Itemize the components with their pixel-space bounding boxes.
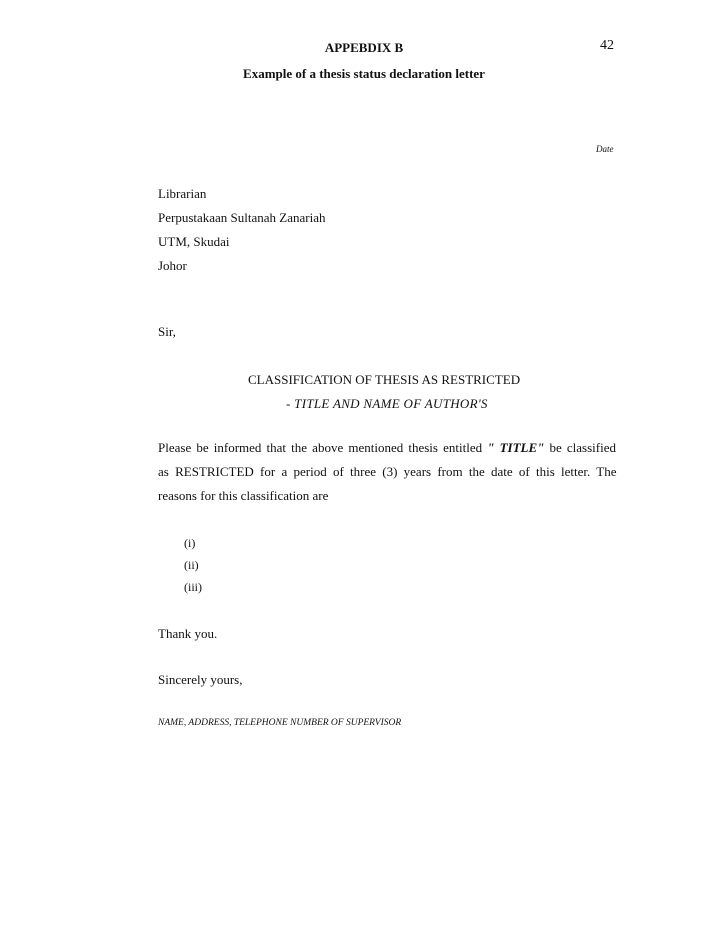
subject-title: CLASSIFICATION OF THESIS AS RESTRICTED — [248, 372, 521, 387]
body-text: Please be informed that the above mentioned thesis entitled — [158, 440, 483, 455]
address-line: Perpustakaan Sultanah Zanariah — [158, 210, 326, 225]
appendix-subtitle: Example of a thesis status declaration letter — [243, 66, 485, 81]
closing-text: Sincerely yours, — [158, 672, 243, 687]
page-number: 42 — [600, 38, 614, 53]
body-line: reasons for this classification are — [158, 488, 329, 503]
body-line: as RESTRICTED for a period of three (3) years from the date of this letter. The — [158, 464, 617, 479]
address-line: Librarian — [158, 186, 207, 201]
reason-item: (ii) — [184, 558, 199, 572]
salutation: Sir, — [158, 324, 176, 339]
thanks-text: Thank you. — [158, 626, 218, 641]
subject-subtitle: - TITLE AND NAME OF AUTHOR'S — [286, 396, 488, 411]
appendix-heading: APPEBDIX B — [324, 40, 404, 55]
date-field: Date — [596, 144, 614, 154]
address-line: UTM, Skudai — [158, 234, 230, 249]
reason-item: (iii) — [184, 580, 202, 594]
address-line: Johor — [158, 258, 187, 273]
reason-item: (i) — [184, 536, 196, 550]
supervisor-signature: NAME, ADDRESS, TELEPHONE NUMBER OF SUPERVISOR — [158, 718, 402, 728]
thesis-title-placeholder: " TITLE" — [487, 440, 545, 455]
body-line — [158, 440, 616, 456]
body-text: be classified — [549, 440, 616, 455]
